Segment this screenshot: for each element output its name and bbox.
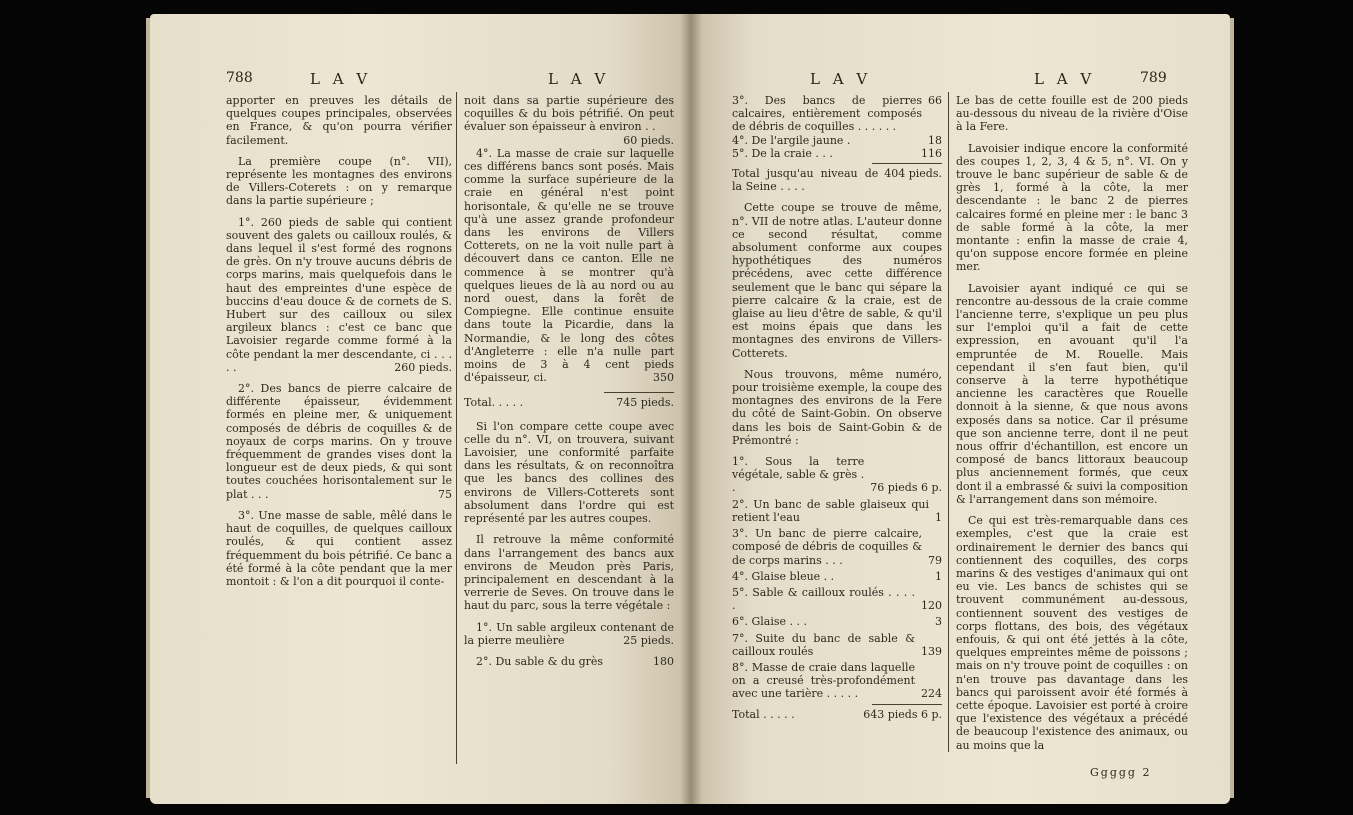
paragraph: 3°. Une masse de sable, mêlé dans le haut de coquilles, de quelques cailloux roulés, & qui contient assez fréquemment du bois pétrifié. Ce banc a été formé à la côte pendant que la mer montoit : & l'on a dit pourquoi il conte- [226, 508, 452, 588]
book-gutter [680, 14, 702, 804]
paragraph-text: 1°. 260 pieds de sable qui contient souvent des galets ou cailloux roulés, & dans lequel il s'est formé des rognons de grès. On n'y trouve aucuns débris de corps marins, mais quelquefois dans le haut des empreintes d'une espèce de buccins d'eau douce & de cornets de S. Hubert sur des cailloux ou silex argileux blancs : c'est ce banc que Lavoisier regarde comme formé à la côte pendant la mer descendante, ci . . . . . [226, 215, 452, 374]
paragraph: Ce qui est très-remarquable dans ces exemples, c'est que la craie est ordinairement le dernier des bancs qui contiennent des coquilles, des corps marins & des vestiges d'animaux qui ont eu vie. Les bancs de schistes qui se trouvent communément au-dessous, contiennent souvent des vestiges de corps flottans, des bois, des végétaux enfouis, & qui ont été jettés à la côte, quelques empreintes même de poissons ; mais on n'y trouve point de coquilles : on n'en trouve pas davantage dans les bancs qui paroissent avoir été formés à cette époque. Lavoisier est porté à croire que l'existence des végétaux a précédé de beaucoup l'existence des animaux, ou au moins que la [956, 514, 1188, 752]
stratum-item [732, 586, 942, 612]
paragraph-text: noit dans sa partie supérieure des coquilles & du bois pétrifié. On peut évaluer son épaisseur à environ . . [464, 94, 674, 134]
row-label: 3°. Des bancs de pierres calcaires, entièrement composés de débris de coquilles . . . . . . [732, 94, 922, 134]
paragraph: Lavoisier ayant indiqué ce qui se rencontre au-dessous de la craie comme l'ancienne terre, s'explique un peu plus sur l'emploi qu'il a fait de cette expression, en avouant qu'il l'a empruntée de M. Rouelle. Mais cependant il s'en faut bien, qu'il conserve à la terre hypothétique ancienne les caractères que Rouelle donnoit à la sienne, & que nous avons exposés dans sa notice. Car il présume que son ancienne terre, dont il ne peut nous offrir d'échantillon, est encore un composé de bancs littoraux beaucoup plus anciennement formés, que ceux dont il a embrassé & suivi la composition & l'arrangement dans son mémoire. [956, 281, 1188, 506]
stratum-value: 120 [921, 599, 942, 613]
measurement-row [732, 147, 942, 160]
total-row [732, 167, 942, 193]
paragraph: La première coupe (n°. VII), représente les montagnes des environs de Villers-Coterets : on y remarque dans la partie supérieure ; [226, 154, 452, 208]
measurement-value: 60 pieds. [623, 133, 674, 147]
paragraph [226, 382, 452, 501]
total-value: 643 pieds 6 p. [863, 707, 942, 721]
stratum-item [732, 455, 942, 495]
page-number-right: 789 [1140, 70, 1167, 86]
total-row [732, 708, 942, 721]
stratum-item [732, 570, 942, 583]
stratum-value: 224 [921, 687, 942, 701]
running-head-left-b: L A V [548, 70, 610, 88]
stratum-item [732, 615, 942, 628]
paragraph [464, 147, 674, 385]
stratum-label: 1°. Sous la terre végétale, sable & grès . . [732, 455, 865, 495]
paragraph: Lavoisier indique encore la conformité des coupes 1, 2, 3, 4 & 5, n°. VI. On y trouve le banc supérieur de sable & de grès 1, formé à la côte, la mer descendante : le banc 2 de pierres calcaires formé en pleine mer : le banc 3 de sable formé à la côte, la mer montante : enfin la masse de craie 4, qu'on suppose encore formée en pleine mer. [956, 141, 1188, 274]
sum-rule [604, 392, 674, 393]
column-rule [456, 92, 457, 764]
stratum-item [732, 527, 942, 567]
right-column-1 [732, 94, 942, 721]
stratum-label: 4°. Glaise bleue . . [732, 569, 835, 583]
total-row [464, 396, 674, 409]
paragraph [464, 655, 674, 668]
stratum-value: 1 [935, 510, 942, 524]
total-value: 745 pieds. [616, 396, 674, 410]
stratum-label: 5°. Sable & cailloux roulés . . . . . [732, 585, 915, 613]
stratum-label: 2°. Un banc de sable glaiseux qui retient l'eau [732, 497, 929, 524]
stratum-label: 6°. Glaise . . . [732, 615, 808, 629]
measurement-value: 180 [653, 654, 674, 668]
paragraph: Le bas de cette fouille est de 200 pieds au-dessous du niveau de la rivière d'Oise à la Fere. [956, 94, 1188, 134]
stratum-item [732, 632, 942, 658]
measurement-row [732, 94, 942, 134]
measurement-value: 260 pieds. [394, 360, 452, 374]
running-head-right-b: L A V [1034, 70, 1096, 88]
stratum-value: 79 [928, 553, 942, 567]
stratum-label: 8°. Masse de craie dans laquelle on a creusé très-profondément avec une tarière . . . . . [732, 660, 915, 701]
paragraph: Cette coupe se trouve de même, n°. VII de notre atlas. L'auteur donne ce second résultat, comme absolument conforme aux coupes hypothétiques des numéros précédens, avec cette différence seulement que le banc qui sépare la pierre calcaire & la craie, est de glaise au lieu d'être de sable, & qu'il est moins épais que dans les montagnes des environs de Villers-Cotterets. [732, 201, 942, 360]
paragraph-text: 4°. La masse de craie sur laquelle ces différens bancs sont posés. Mais comme la surface supérieure de la craie en général n'est point horisontale, & qu'elle ne se trouve qu'à une assez grande profondeur dans les environs de Villers Cotterets, on ne la voit nulle part à découvert dans ce canton. Elle ne commence à se montrer qu'à quelques lieues de là au nord ou au nord ouest, dans la forêt de Compiegne. Elle continue ensuite dans toute la Picardie, dans la Normandie, & le long des côtes d'Angleterre : elle n'a nulle part moins de 3 à 4 cent pieds d'épaisseur, ci. [464, 146, 674, 385]
paragraph [464, 94, 674, 147]
left-column-2 [464, 94, 674, 676]
stratum-value: 1 [935, 569, 942, 583]
total-label: Total. . . . . [464, 396, 524, 410]
stratum-item [732, 498, 942, 524]
stratum-list [732, 455, 942, 700]
measurement-value: 25 pieds. [623, 633, 674, 647]
signature-mark: Ggggg 2 [1090, 766, 1152, 779]
stratum-value: 3 [935, 615, 942, 629]
total-value: 404 pieds. [884, 167, 942, 181]
stratum-label: 3°. Un banc de pierre calcaire, composé de débris de coquilles & de corps marins . . . [732, 527, 922, 567]
page-number-left: 788 [226, 70, 253, 86]
row-value: 66 [928, 94, 942, 107]
row-value: 116 [921, 146, 942, 160]
right-column-2 [956, 94, 1188, 760]
total-label: Total jusqu'au niveau de la Seine . . . . [732, 167, 879, 194]
running-head-right-a: L A V [810, 70, 872, 88]
measurement-row [732, 134, 942, 147]
row-label: 5°. De la craie . . . [732, 146, 833, 160]
row-value: 18 [928, 133, 942, 147]
paragraph [464, 621, 674, 647]
running-head-left-a: L A V [310, 70, 372, 88]
paragraph: Si l'on compare cette coupe avec celle du n°. VI, on trouvera, suivant Lavoisier, une conformité parfaite dans les résultats, & on reconnoîtra que les bancs des collines des environs de Villers-Cotterets sont absolument dans l'ordre qui est représenté par les autres coupes. [464, 419, 674, 526]
paragraph-text: 1°. Un sable argileux contenant de la pierre meulière [464, 620, 674, 647]
stratum-value: 76 pieds 6 p. [870, 481, 942, 495]
left-page [150, 14, 690, 804]
stratum-value: 139 [921, 644, 942, 658]
paragraph: Nous trouvons, même numéro, pour troisième exemple, la coupe des montagnes des environs de la Fere du côté de Saint-Gobin. On observe dans les bois de Saint-Gobin & de Prémontré : [732, 367, 942, 447]
row-label: 4°. De l'argile jaune . [732, 133, 851, 147]
column-rule [948, 92, 949, 752]
measurement-value: 350 [653, 371, 674, 385]
paragraph: Il retrouve la même conformité dans l'arrangement des bancs aux environs de Meudon près Paris, principalement en descendant à la verrerie de Seves. On trouve dans le haut du parc, sous la terre végétale : [464, 533, 674, 613]
left-column-1 [226, 94, 452, 596]
stratum-label: 7°. Suite du banc de sable & cailloux roulés [732, 631, 915, 658]
paragraph-text: 2°. Du sable & du grès [476, 654, 604, 668]
total-label: Total . . . . . [732, 707, 795, 721]
paragraph-text: 2°. Des bancs de pierre calcaire de différente épaisseur, évidemment formés en pleine mer, & uniquement composés de débris de coquilles & de noyaux de corps marins. On y trouve fréquemment de grandes vises dont la longueur est de deux pieds, & qui sont toutes couchées horisontalement sur le plat . . . [226, 382, 452, 501]
right-page [690, 14, 1230, 804]
sum-rule [872, 163, 942, 164]
paragraph: apporter en preuves les détails de quelques coupes principales, observées en France, & qu'on pourra vérifier facilement. [226, 94, 452, 147]
sum-rule [872, 704, 942, 705]
measurement-value: 75 [438, 487, 452, 501]
stratum-item [732, 661, 942, 701]
paragraph [226, 216, 452, 374]
